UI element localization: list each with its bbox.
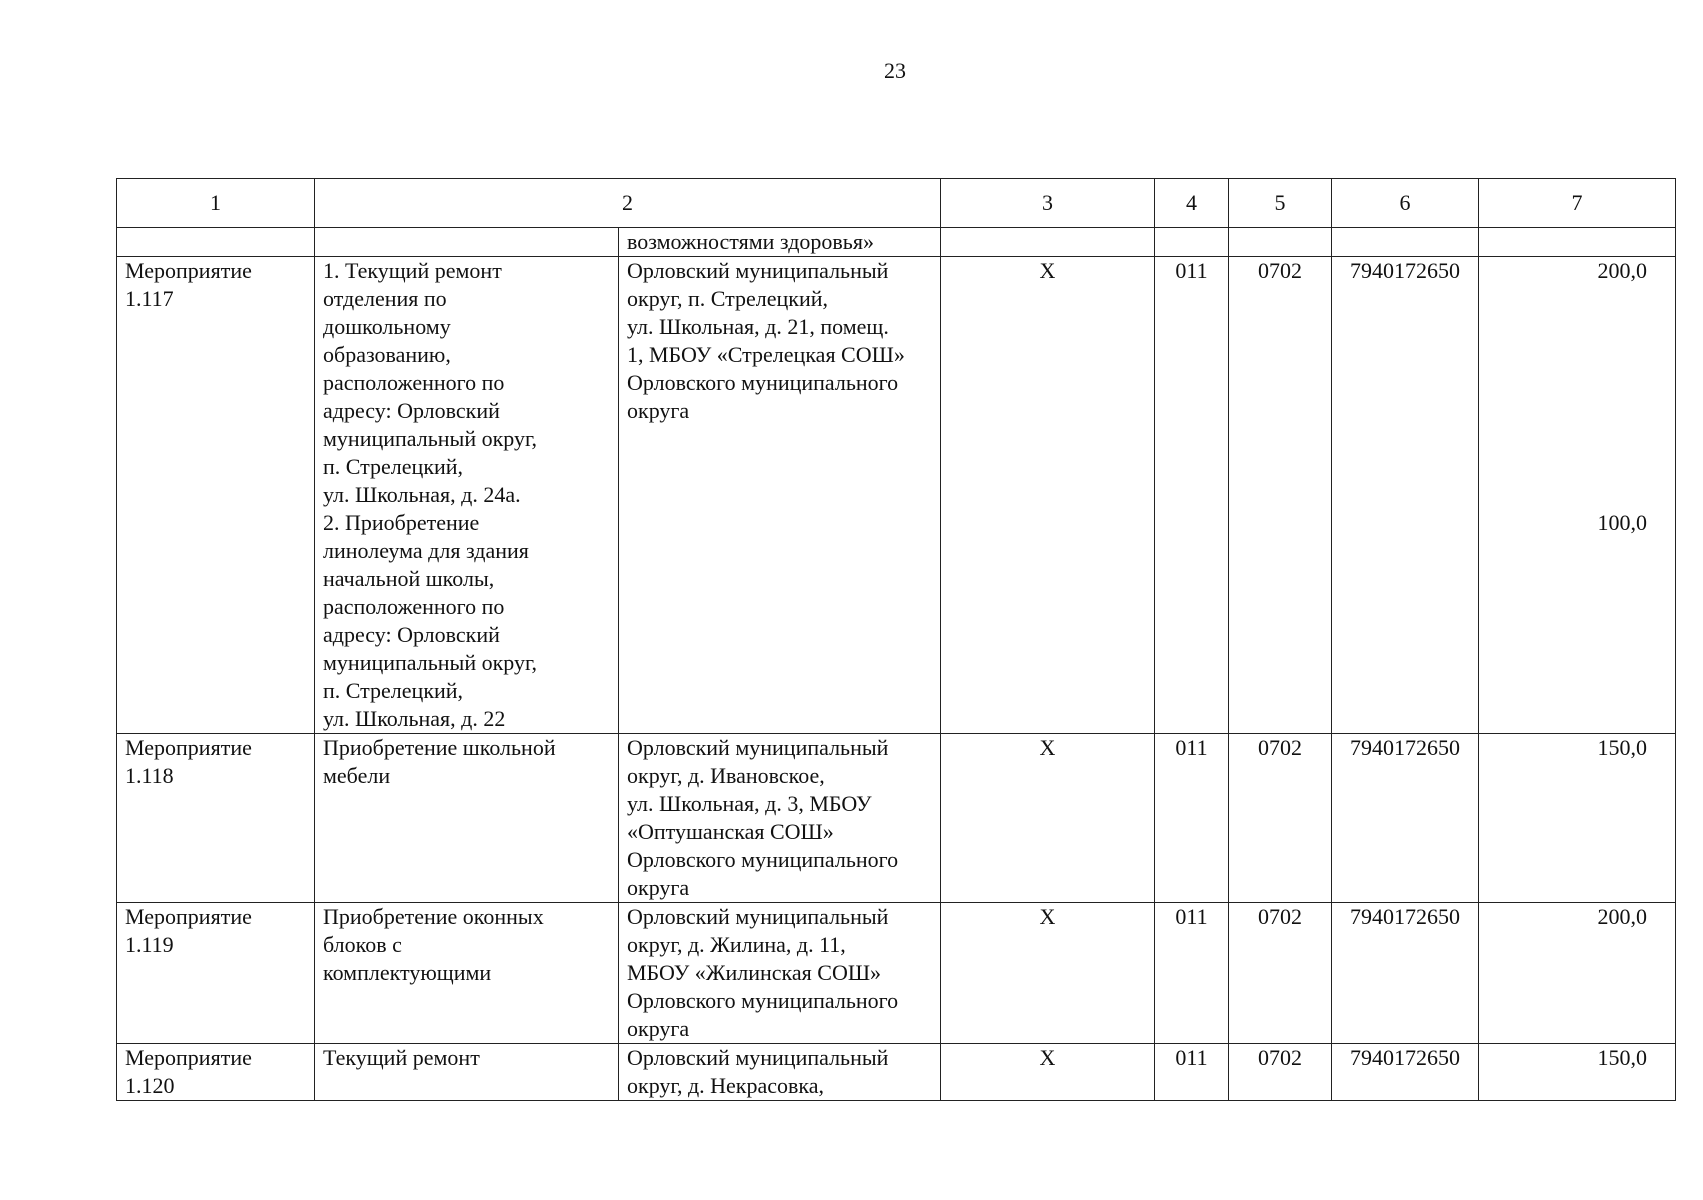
description-cell	[315, 734, 619, 903]
description-line: муниципальный округ,	[323, 426, 538, 451]
table-row	[117, 257, 1676, 734]
continuation-cell	[941, 228, 1155, 257]
event-label: Мероприятие	[125, 258, 252, 283]
col7-cell: 7940172650	[1332, 734, 1479, 903]
amount-value: 200,0	[1597, 258, 1647, 283]
description-cell	[315, 1044, 619, 1101]
amount-cell	[1479, 257, 1676, 734]
col5-cell: 011	[1155, 1044, 1229, 1101]
col5-cell: 011	[1155, 734, 1229, 903]
description-line: образованию,	[323, 342, 451, 367]
col7-cell: 7940172650	[1332, 903, 1479, 1044]
event-label: Мероприятие	[125, 1045, 252, 1070]
col7-cell: 7940172650	[1332, 1044, 1479, 1101]
continuation-cell	[1229, 228, 1332, 257]
event-cell	[117, 903, 315, 1044]
address-line: Орловский муниципальный	[627, 735, 889, 760]
description-line: расположенного по	[323, 370, 505, 395]
description-line: ул. Школьная, д. 24а.	[323, 482, 521, 507]
description-line: линолеума для здания	[323, 538, 529, 563]
description-cell	[315, 903, 619, 1044]
amount-cell: 150,0	[1479, 1044, 1676, 1101]
header-cell-4: 4	[1155, 179, 1229, 228]
page-number: 23	[884, 58, 906, 83]
description-line: отделения по	[323, 286, 447, 311]
address-cell	[619, 903, 941, 1044]
continuation-cell	[1155, 228, 1229, 257]
continuation-cell	[117, 228, 315, 257]
description-line: комплектующими	[323, 960, 492, 985]
amount-cell: 200,0	[1479, 903, 1676, 1044]
address-cell	[619, 734, 941, 903]
amount-value: 100,0	[1597, 510, 1647, 535]
address-line: «Оптушанская СОШ»	[627, 819, 834, 844]
address-line: округа	[627, 875, 690, 900]
budget-table	[116, 178, 1676, 1101]
description-line: 1. Текущий ремонт	[323, 258, 502, 283]
continuation-cell	[315, 228, 619, 257]
address-line: Орловского муниципального	[627, 988, 899, 1013]
col6-cell: 0702	[1229, 734, 1332, 903]
col4-cell: Х	[941, 257, 1155, 734]
amount-cell: 150,0	[1479, 734, 1676, 903]
col7-cell: 7940172650	[1332, 257, 1479, 734]
description-line: п. Стрелецкий,	[323, 678, 464, 703]
address-line: Орловского муниципального	[627, 370, 899, 395]
header-row	[117, 179, 1676, 228]
event-number: 1.117	[125, 286, 174, 311]
description-line: Приобретение школьной	[323, 735, 556, 760]
col6-cell: 0702	[1229, 903, 1332, 1044]
address-line: округ, п. Стрелецкий,	[627, 286, 828, 311]
description-line: мебели	[323, 763, 391, 788]
description-line: п. Стрелецкий,	[323, 454, 464, 479]
header-cell-6: 6	[1332, 179, 1479, 228]
col6-cell: 0702	[1229, 257, 1332, 734]
address-line: округ, д. Ивановское,	[627, 763, 825, 788]
col5-cell: 011	[1155, 903, 1229, 1044]
description-line: ул. Школьная, д. 22	[323, 706, 506, 731]
description-cell	[315, 257, 619, 734]
address-line: Орловского муниципального	[627, 847, 899, 872]
description-line: начальной школы,	[323, 566, 495, 591]
col4-cell: Х	[941, 734, 1155, 903]
description-line: Приобретение оконных	[323, 904, 544, 929]
col4-cell: Х	[941, 1044, 1155, 1101]
event-cell	[117, 1044, 315, 1101]
continuation-cell	[1332, 228, 1479, 257]
continuation-row	[117, 228, 1676, 257]
address-cell	[619, 1044, 941, 1101]
header-cell-2: 2	[315, 179, 941, 228]
event-cell	[117, 734, 315, 903]
col4-cell: Х	[941, 903, 1155, 1044]
address-line: округа	[627, 398, 690, 423]
description-line: блоков с	[323, 932, 402, 957]
header-cell-3: 3	[941, 179, 1155, 228]
description-line: дошкольному	[323, 314, 451, 339]
description-line: муниципальный округ,	[323, 650, 538, 675]
continuation-cell	[1479, 228, 1676, 257]
description-line: расположенного по	[323, 594, 505, 619]
address-line: округа	[627, 1016, 690, 1041]
address-line: Орловский муниципальный	[627, 904, 889, 929]
header-cell-5: 5	[1229, 179, 1332, 228]
address-cell	[619, 257, 941, 734]
address-line: Орловский муниципальный	[627, 1045, 889, 1070]
description-line: адресу: Орловский	[323, 622, 500, 647]
address-line: МБОУ «Жилинская СОШ»	[627, 960, 882, 985]
address-line: ул. Школьная, д. 21, помещ.	[627, 314, 889, 339]
address-line: Орловский муниципальный	[627, 258, 889, 283]
table-row	[117, 734, 1676, 903]
event-label: Мероприятие	[125, 735, 252, 760]
event-cell	[117, 257, 315, 734]
header-cell-1: 1	[117, 179, 315, 228]
address-line: округ, д. Некрасовка,	[627, 1073, 825, 1098]
header-cell-7: 7	[1479, 179, 1676, 228]
event-number: 1.120	[125, 1073, 175, 1098]
col5-cell: 011	[1155, 257, 1229, 734]
address-line: 1, МБОУ «Стрелецкая СОШ»	[627, 342, 905, 367]
event-number: 1.119	[125, 932, 174, 957]
address-line: ул. Школьная, д. 3, МБОУ	[627, 791, 872, 816]
address-line: округ, д. Жилина, д. 11,	[627, 932, 846, 957]
description-line: Текущий ремонт	[323, 1045, 480, 1070]
description-line: адресу: Орловский	[323, 398, 500, 423]
event-label: Мероприятие	[125, 904, 252, 929]
table-row	[117, 903, 1676, 1044]
col6-cell: 0702	[1229, 1044, 1332, 1101]
event-number: 1.118	[125, 763, 174, 788]
table-row	[117, 1044, 1676, 1101]
description-line: 2. Приобретение	[323, 510, 480, 535]
continuation-address: возможностями здоровья»	[619, 228, 941, 257]
